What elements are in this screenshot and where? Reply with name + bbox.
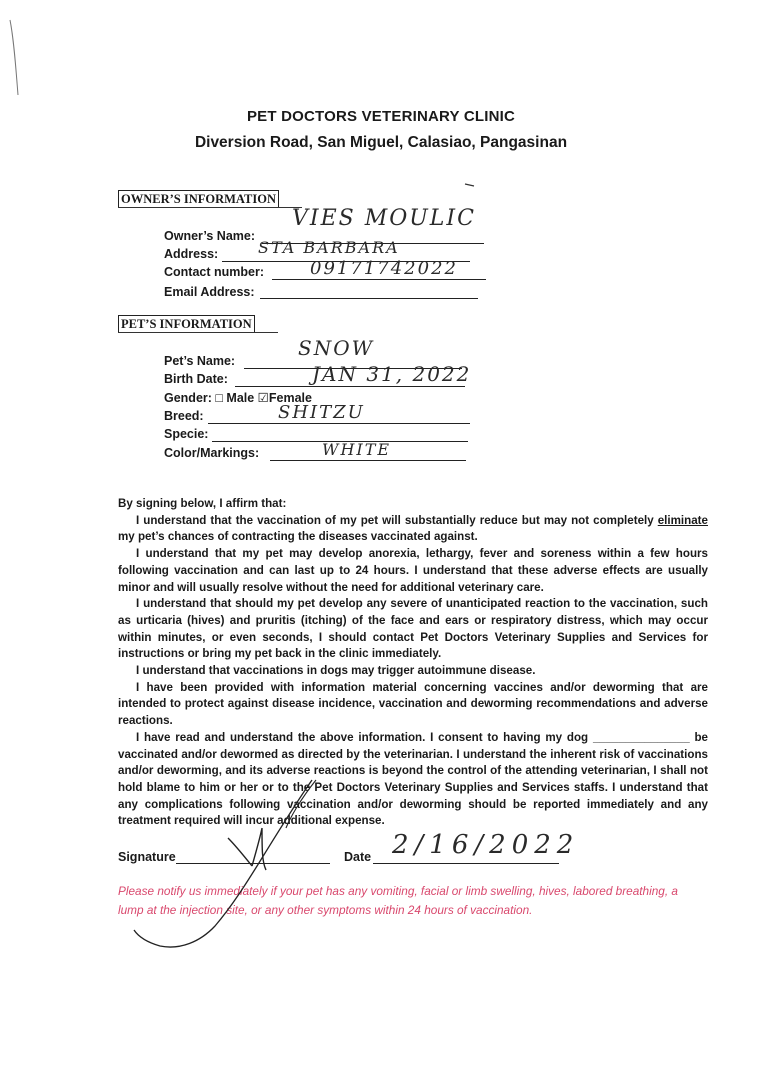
notice-text: Please notify us immediately if your pet has any vomiting, facial or limb swelling, hives, labored breathing, a lump at the injection site, or any other symptoms within 24 hours of vaccination.: [118, 884, 678, 917]
consent-paragraph-1: [118, 513, 708, 546]
consent-p6-a: I have read and understand the above information. I consent to having my dog: [136, 730, 593, 744]
date-label: Date: [344, 850, 372, 864]
signature-line: [176, 863, 330, 864]
breed-value: SHITZU: [278, 402, 365, 423]
color-markings-label: Color/Markings:: [164, 446, 260, 460]
specie-label: Specie:: [164, 427, 209, 441]
consent-paragraph-3: I understand that should my pet develop any severe of unanticipated reaction to the vaccination, such as urticaria (hives) and pruritis (itching) of the face and ears or respiratory distress, which may occur within minutes, or even seconds, I should contact Pet Doctors Veterinary Supplies and Services for instructions or bring my pet back in the clinic immediately.: [118, 597, 708, 661]
pet-name-label: Pet’s Name:: [164, 354, 236, 368]
email-label: Email Address:: [164, 285, 255, 299]
breed-line: [208, 423, 470, 424]
owner-section-title: OWNER’S INFORMATION: [118, 190, 279, 208]
consent-paragraph-6: [118, 730, 708, 830]
pet-section-title: PET’S INFORMATION: [118, 315, 255, 333]
consent-p1-underlined: eliminate: [657, 513, 708, 527]
birth-date-line: [235, 386, 465, 387]
date-value: 2/16/2022: [392, 830, 580, 860]
breed-label: Breed:: [164, 409, 204, 423]
consent-paragraph-2: I understand that my pet may develop anorexia, lethargy, fever and soreness within a few hours following vaccination and can last up to 24 hours. I understand that these adverse effects are usually minor and will usually resolve without the need for additional veterinary care.: [118, 547, 708, 594]
contact-number-label: Contact number:: [164, 265, 264, 279]
consent-p1-b: my pet’s chances of contracting the diseases vaccinated against.: [118, 530, 478, 544]
consent-intro: By signing below, I affirm that:: [118, 497, 287, 510]
consent-p6-b: be vaccinated and/or dewormed as directed by the veterinarian. I understand the inherent risk of vaccinations and/or deworming, and its adverse reactions is beyond the control of the attending veterinarian, I shall not hold blame to him or her or to the Pet Doctors Veterinary Supplies and Services staffs. I understand that any complications following vaccination and/or deworming should be reported immediately and any treatment required will incur additional expense.: [118, 730, 708, 828]
gender-label: Gender: □ Male ☑Female: [164, 391, 312, 405]
address-value: STA BARBARA: [258, 238, 400, 257]
color-markings-value: WHITE: [322, 440, 392, 459]
address-label: Address:: [164, 247, 219, 261]
consent-p1-a: I understand that the vaccination of my pet will substantially reduce but may not completely: [136, 513, 658, 527]
pet-name-value: SNOW: [298, 336, 375, 360]
color-markings-line: [270, 460, 466, 461]
birth-date-label: Birth Date:: [164, 372, 228, 386]
consent-paragraph-4: I understand that vaccinations in dogs may trigger autoimmune disease.: [136, 664, 536, 678]
clinic-name: PET DOCTORS VETERINARY CLINIC: [246, 108, 516, 125]
email-line: [260, 298, 478, 299]
birth-date-value: JAN 31, 2022: [312, 362, 472, 386]
consent-paragraph-5: I have been provided with information material concerning vaccines and/or deworming that are intended to protect against disease incidence, vaccination and deworming recommendations and adverse reactions.: [118, 680, 708, 728]
clinic-address: Diversion Road, San Miguel, Calasiao, Pangasinan: [194, 134, 568, 151]
pet-section-underline: [118, 332, 278, 333]
consent-text: [118, 496, 708, 830]
contact-number-line: [272, 279, 486, 280]
contact-number-value: 09171742022: [310, 258, 458, 279]
owner-name-label: Owner’s Name:: [164, 229, 256, 243]
owner-section-underline: [118, 207, 302, 208]
dog-name-blank: _______________: [592, 730, 690, 744]
signature-label: Signature: [118, 850, 176, 864]
owner-name-value: VIES MOULIC: [292, 206, 476, 231]
date-line: [373, 863, 559, 864]
